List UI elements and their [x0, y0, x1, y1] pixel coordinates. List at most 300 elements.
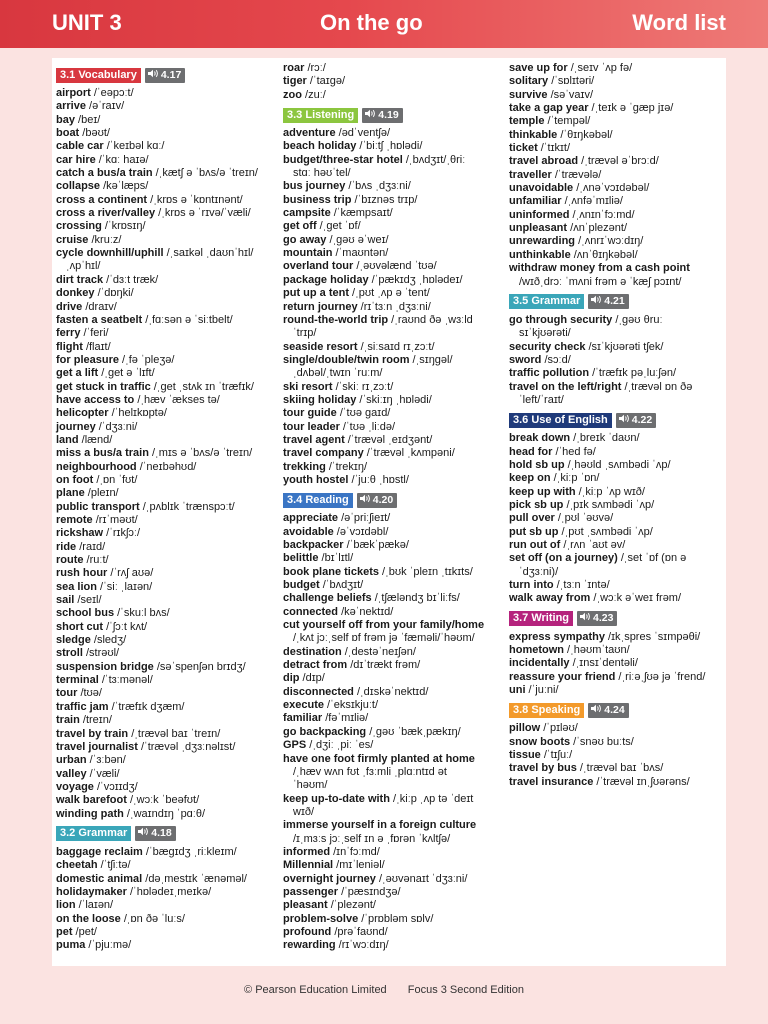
audio-track-button[interactable] [357, 493, 397, 508]
pronunciation: /əˈpriːʃieɪt/ [338, 512, 391, 525]
pronunciation: /ˌsɪŋɡəl/ [409, 353, 453, 366]
pronunciation: /treɪn/ [79, 714, 112, 727]
audio-track-number: 4.20 [372, 493, 394, 506]
headword: cable car [56, 140, 104, 153]
audio-track-button[interactable] [577, 611, 617, 626]
word-entry [283, 859, 505, 872]
headword: unfamiliar [509, 195, 562, 208]
pronunciation: /sɪˈkjʊərəti tʃek/ [585, 340, 664, 353]
speaker-icon [138, 827, 151, 840]
headword: challenge beliefs [283, 592, 372, 605]
audio-track-number: 4.23 [593, 612, 614, 625]
audio-track-button[interactable] [362, 108, 402, 123]
headword: go through security [509, 313, 613, 326]
pronunciation: /ˈtɜːmənəl/ [98, 674, 153, 687]
headword: lion [56, 899, 76, 912]
word-entry [283, 89, 505, 102]
headword: put sb up [509, 525, 559, 538]
pronunciation: /ˈvæli/ [86, 767, 120, 780]
column-2 [283, 62, 505, 953]
headword: on foot [56, 473, 94, 486]
pronunciation: /fəˈmɪliə/ [322, 712, 369, 725]
word-entry [283, 539, 505, 552]
pronunciation: /ˈdɜːt træk/ [103, 273, 159, 286]
headword: unthinkable [509, 248, 571, 261]
word-entry [56, 367, 278, 380]
pronunciation: /ˌɪnsɪˈdentəli/ [569, 657, 638, 670]
audio-track-button[interactable] [145, 68, 185, 83]
headword: backpacker [283, 539, 344, 551]
headword: pet [56, 925, 73, 938]
word-entry [56, 899, 278, 912]
headword: return journey [283, 300, 358, 313]
audio-track-button[interactable] [588, 294, 628, 309]
headword: Millennial [283, 859, 334, 872]
pronunciation: /ˌbreɪk ˈdaʊn/ [570, 432, 640, 445]
word-entry [283, 461, 505, 474]
column-3 [509, 62, 723, 789]
pronunciation: /ˈtræfɪk pəˌluːʃən/ [589, 367, 677, 380]
page-footer [0, 984, 768, 996]
headword: voyage [56, 780, 94, 793]
word-entry [283, 592, 505, 605]
word-entry [509, 75, 723, 88]
word-entry [509, 314, 723, 327]
word-entry [283, 154, 505, 167]
word-entry [509, 539, 723, 552]
word-entry [509, 684, 723, 697]
pronunciation: /əˈvɔɪdəbl/ [333, 525, 389, 538]
pronunciation: /rɪˈtɜːn ˌdʒɜːni/ [357, 300, 431, 313]
word-entry [509, 169, 723, 182]
pronunciation: /ˈtʊə ˌliːdə/ [339, 420, 396, 433]
word-entry [283, 606, 505, 619]
pronunciation: /ˌdɪskəˈnektɪd/ [353, 685, 429, 698]
headword: connected [283, 605, 339, 618]
headword: turn into [509, 579, 554, 592]
pronunciation: /ˌhəʊmˈtaʊn/ [564, 644, 630, 657]
headword: mountain [283, 247, 333, 260]
headword: round-the-world trip [283, 313, 389, 326]
pronunciation-continuation: sɪˈkjʊərəti/ [519, 327, 571, 340]
word-entry [283, 526, 505, 539]
word-entry [509, 381, 723, 394]
pronunciation: /ˌfɑːsən ə ˈsiːtbelt/ [142, 313, 233, 326]
headword: incidentally [509, 657, 570, 670]
pronunciation: /ˌseɪv ˈʌp fə/ [567, 62, 633, 74]
pronunciation-continuation: /ɪˌmɜːs jɔːˌself ɪn ə ˌfɒrən ˈkʌltʃə/ [293, 832, 451, 845]
headword: get a lift [56, 367, 99, 380]
headword: zoo [283, 88, 302, 101]
headword: fasten a seatbelt [56, 313, 143, 326]
word-entry [283, 287, 505, 300]
word-entry [509, 222, 723, 235]
headword: train [56, 714, 80, 727]
headword: overland tour [283, 260, 354, 273]
word-entry [283, 341, 505, 354]
word-entry [283, 260, 505, 273]
word-entry [283, 381, 505, 394]
word-entry [56, 741, 278, 754]
section-heading [56, 824, 278, 844]
pronunciation: /ˈkeɪbəl kɑː/ [103, 140, 165, 153]
headword: avoidable [283, 525, 334, 538]
audio-track-number: 4.18 [151, 827, 172, 840]
headword: put up a tent [283, 287, 349, 300]
word-entry [283, 354, 505, 367]
word-entry [56, 314, 278, 327]
word-entry [283, 234, 505, 247]
pronunciation: /ˌkiːp ˌʌp tə ˈdeɪt [389, 792, 474, 805]
word-entry [56, 781, 278, 794]
word-entry [509, 631, 723, 644]
word-entry [283, 407, 505, 420]
word-entry [56, 114, 278, 127]
headword: airport [56, 87, 91, 99]
column-1 [56, 62, 278, 953]
section-label: 3.6 Use of English [509, 413, 612, 428]
pronunciation: /ˈɜːbən/ [86, 754, 126, 767]
headword: stroll [56, 647, 83, 660]
section-heading [56, 65, 278, 85]
headword: sail [56, 594, 75, 607]
pronunciation: /ˌtrævəl ɒn ðə [621, 380, 693, 393]
word-entry [56, 87, 278, 100]
pronunciation: /ˌsaɪkəl ˌdaʊnˈhɪl/ [163, 247, 254, 260]
pronunciation: /ˈkrɒsɪŋ/ [101, 220, 146, 233]
word-entry [509, 142, 723, 155]
word-entry [509, 341, 723, 354]
headword: collapse [56, 180, 101, 193]
headword: puma [56, 939, 86, 952]
pronunciation: /ˌhəʊld ˌsʌmbədi ˈʌp/ [564, 458, 671, 471]
audio-track-button[interactable] [135, 826, 175, 841]
headword: trekking [283, 460, 326, 473]
pronunciation: /ˌpʊt ˌʌp ə ˈtent/ [349, 287, 430, 300]
pronunciation: /ˌɡet ˌstʌk ɪn ˈtræfɪk/ [150, 380, 254, 393]
headword: travel by train [56, 727, 129, 740]
word-entry [56, 607, 278, 620]
section-heading [509, 292, 723, 312]
pronunciation: /ˈtɪkɪt/ [537, 142, 571, 155]
headword: catch a bus/a train [56, 167, 153, 180]
pronunciation-continuation: stɑː həʊˈtel/ [293, 167, 351, 180]
word-entry [283, 659, 505, 672]
pronunciation: /ˌpʌblɪk ˈtrænspɔːt/ [139, 500, 235, 513]
section-label: 3.2 Grammar [56, 826, 131, 841]
word-entry [283, 274, 505, 287]
headword: GPS [283, 739, 307, 752]
section-heading [509, 700, 723, 720]
headword: express sympathy [509, 630, 605, 643]
word-entry [509, 472, 723, 485]
headword: hometown [509, 644, 564, 657]
pronunciation: /ˈbʌs ˌdʒɜːni/ [345, 180, 411, 193]
pronunciation: /ˈsiː ˌlaɪən/ [96, 580, 153, 593]
word-entry [56, 127, 278, 140]
word-entry [509, 762, 723, 775]
section-label: 3.1 Vocabulary [56, 68, 141, 83]
word-entry [283, 474, 505, 487]
word-entry [283, 207, 505, 220]
pronunciation: /kruːz/ [88, 233, 122, 246]
word-entry [283, 75, 505, 88]
pronunciation: /rɪˈməʊt/ [92, 514, 138, 526]
pronunciation-continuation: ˌʌpˈhɪl/ [66, 260, 101, 273]
speaker-icon [580, 612, 593, 625]
pronunciation: /ˈbiːtʃ ˌhɒlədi/ [356, 140, 423, 153]
headword: roar [283, 62, 305, 74]
headword: travel on the left/right [509, 380, 622, 393]
headword: take a gap year [509, 102, 589, 115]
headword: skiing holiday [283, 393, 357, 406]
word-entry [56, 554, 278, 567]
word-entry [283, 712, 505, 725]
pronunciation: /ˈbækˈpækə/ [343, 539, 409, 551]
section-label: 3.5 Grammar [509, 294, 584, 309]
headword: destination [283, 645, 342, 658]
word-entry [56, 886, 278, 899]
headword: crossing [56, 220, 102, 233]
headword: travel agent [283, 433, 345, 446]
headword: donkey [56, 287, 95, 300]
pronunciation: /dəˌmestɪk ˈænəməl/ [142, 872, 247, 885]
word-entry [56, 687, 278, 700]
pronunciation: /ˌɡet ə ˈlɪft/ [98, 367, 155, 380]
word-entry [56, 768, 278, 781]
headword: school bus [56, 607, 115, 620]
word-entry [509, 182, 723, 195]
word-entry [56, 541, 278, 554]
pronunciation: /ˌɒn ðə ˈluːs/ [120, 912, 185, 925]
pronunciation: /draɪv/ [82, 300, 117, 313]
headword: traffic pollution [509, 367, 590, 380]
headword: pick sb up [509, 498, 564, 511]
pronunciation: /tʊə/ [77, 687, 102, 700]
word-entry [56, 634, 278, 647]
headword: hold sb up [509, 458, 565, 471]
word-entry [56, 647, 278, 660]
headword: business trip [283, 193, 352, 206]
pronunciation: /ˌbʌdʒɪt/ˌθriː [402, 153, 466, 166]
word-entry [509, 552, 723, 565]
headword: run out of [509, 539, 561, 551]
pronunciation: /ˌɡəʊ əˈweɪ/ [326, 233, 389, 246]
word-entry [509, 776, 723, 789]
word-entry [283, 846, 505, 859]
headword: domestic animal [56, 872, 143, 885]
section-label: 3.3 Listening [283, 108, 358, 123]
word-entry [56, 873, 278, 886]
headword: sea lion [56, 580, 97, 593]
pronunciation: /ˌfə ˈpleʒə/ [118, 353, 175, 366]
pronunciation: /sledʒ/ [90, 634, 127, 647]
pronunciation: /ˌtɜːn ˈɪntə/ [553, 579, 610, 592]
pronunciation: /ɪnˈfɔːmd/ [330, 845, 380, 858]
pronunciation: /ˌset ˈɒf (ɒn ə [617, 552, 687, 565]
pronunciation: /ˈskiːɪŋ ˌhɒlədi/ [356, 393, 432, 406]
headword: valley [56, 767, 87, 780]
headword: bus journey [283, 180, 346, 193]
word-entry [283, 939, 505, 952]
pronunciation: /ˈsɒlɪtəri/ [548, 75, 595, 88]
word-entry [56, 567, 278, 580]
word-entry [283, 394, 505, 407]
word-entry [283, 180, 505, 193]
headword: tour [56, 687, 78, 700]
pronunciation: /ˌəʊvənaɪt ˈdʒɜːni/ [375, 872, 468, 885]
headword: snow boots [509, 735, 571, 748]
headword: travel abroad [509, 155, 579, 168]
headword: tissue [509, 749, 541, 762]
headword: tour leader [283, 420, 340, 433]
pronunciation: /ˈbæɡɪdʒ ˌriːkleɪm/ [142, 845, 237, 858]
word-entry [283, 873, 505, 886]
word-list-panel [52, 58, 726, 966]
headword: remote [56, 514, 93, 526]
pronunciation: /zuː/ [301, 88, 326, 101]
headword: terminal [56, 674, 99, 687]
pronunciation-continuation: ˈtrɪp/ [293, 327, 317, 340]
pronunciation: /ˈpjuːmə/ [85, 939, 132, 952]
word-entry [283, 793, 505, 806]
headword: ferry [56, 327, 81, 340]
pronunciation-continuation: ˈdʒɜːni)/ [519, 565, 559, 578]
pronunciation: /ˌɡəʊ θruː [612, 313, 663, 326]
word-entry [56, 180, 278, 193]
word-entry [56, 327, 278, 340]
headword: withdraw money from a cash point [509, 262, 690, 275]
pronunciation: /ˌəʊvəlænd ˈtʊə/ [353, 260, 437, 273]
pronunciation: /ˈdʒɜːni/ [95, 420, 138, 433]
word-entry [509, 195, 723, 208]
headword: journey [56, 420, 96, 433]
word-list-heading: Word list [632, 10, 726, 35]
headword: traffic jam [56, 700, 109, 713]
pronunciation: /ˌtʃæləndʒ bɪˈliːfs/ [371, 592, 460, 605]
headword: sledge [56, 634, 91, 647]
headword: cheetah [56, 859, 98, 872]
word-entry [509, 129, 723, 142]
headword: helicopter [56, 407, 109, 420]
pronunciation: /ˈθɪŋkəbəl/ [557, 128, 613, 141]
headword: unpleasant [509, 222, 568, 235]
word-entry [283, 672, 505, 685]
word-entry [56, 487, 278, 500]
headword: on the loose [56, 912, 121, 925]
pronunciation: /ˈkæmpsaɪt/ [330, 207, 393, 220]
headword: travel by bus [509, 762, 577, 775]
pronunciation-continuation: /wɪðˌdrɔː ˈmʌni frəm ə ˈkæʃ pɔɪnt/ [519, 275, 682, 288]
word-entry [56, 207, 278, 220]
headword: save up for [509, 62, 568, 74]
headword: plane [56, 487, 85, 500]
headword: car hire [56, 153, 96, 166]
pronunciation: /raɪd/ [76, 540, 106, 553]
word-entry [283, 194, 505, 207]
copyright-notice: © Pearson Education Limited [244, 984, 387, 996]
speaker-icon [365, 109, 378, 122]
word-entry [56, 808, 278, 821]
pronunciation: /ˌʌnəˈvɔɪdəbəl/ [573, 182, 650, 195]
word-entry [283, 127, 505, 140]
pronunciation: /bɪˈlɪtl/ [318, 552, 354, 565]
headword: walk away from [509, 592, 591, 605]
word-entry [283, 739, 505, 752]
headword: tiger [283, 75, 307, 88]
pronunciation: /ˈpæsɪndʒə/ [338, 885, 401, 898]
headword: bay [56, 113, 75, 126]
headword: thinkable [509, 128, 558, 141]
pronunciation-continuation: ˈleft/ˈraɪt/ [519, 393, 564, 406]
pronunciation: /ədˈventʃə/ [335, 127, 390, 140]
headword: uninformed [509, 208, 570, 221]
audio-track-button[interactable] [616, 413, 656, 428]
word-entry [56, 194, 278, 207]
word-entry [56, 421, 278, 434]
audio-track-button[interactable] [588, 703, 628, 718]
headword: winding path [56, 807, 124, 820]
word-entry [56, 154, 278, 167]
pronunciation-continuation: /ˌhæv wʌn fʊt ˌfɜːmli ˌplɑːntɪd ət [293, 765, 447, 778]
word-entry [509, 367, 723, 380]
pronunciation: /əˈraɪv/ [85, 100, 125, 113]
headword: reassure your friend [509, 670, 616, 683]
pronunciation: /ˌsiːsaɪd rɪˌzɔːt/ [357, 340, 435, 353]
pronunciation: /ˌrʌn ˈaʊt əv/ [560, 539, 626, 551]
headword: have access to [56, 393, 135, 406]
pronunciation: /ˈtrævəl ˌdʒɜːnəlɪst/ [137, 740, 236, 753]
word-entry [283, 421, 505, 434]
headword: break down [509, 432, 571, 445]
headword: rush hour [56, 567, 108, 580]
headword: pleasant [283, 899, 328, 912]
word-entry [283, 726, 505, 739]
pronunciation: /ˈtrævələ/ [551, 168, 602, 181]
section-heading [283, 105, 505, 125]
section-label: 3.8 Speaking [509, 703, 584, 718]
headword: land [56, 433, 79, 446]
headword: get stuck in traffic [56, 380, 151, 393]
word-entry [56, 661, 278, 674]
pronunciation: /sɔːd/ [541, 353, 571, 366]
edition-name: Focus 3 Second Edition [407, 984, 524, 996]
headword: pull over [509, 512, 555, 525]
headword: holidaymaker [56, 885, 127, 898]
headword: appreciate [283, 512, 339, 525]
headword: overnight journey [283, 872, 376, 885]
pronunciation: /ˌpʊt ˌsʌmbədi ˈʌp/ [558, 525, 653, 538]
word-entry [283, 646, 505, 659]
headword: detract from [283, 659, 348, 672]
word-entry [509, 736, 723, 749]
pronunciation: /ˈmaʊntən/ [332, 247, 389, 260]
headword: immerse yourself in a foreign culture [283, 819, 477, 832]
pronunciation-continuation: ˈhəʊm/ [293, 779, 328, 792]
word-entry [283, 447, 505, 460]
pronunciation: /ˈʃɔːt kʌt/ [103, 620, 148, 633]
pronunciation: /ˌtrævəl baɪ ˈtreɪn/ [128, 727, 221, 740]
headword: problem-solve [283, 912, 359, 925]
headword: go backpacking [283, 725, 367, 738]
pronunciation: /pleɪn/ [84, 487, 119, 500]
speaker-icon [619, 414, 632, 427]
headword: solitary [509, 75, 549, 88]
word-entry [509, 526, 723, 539]
pronunciation: /ˌkætʃ ə ˈbʌs/ə ˈtreɪn/ [152, 167, 258, 180]
pronunciation: /ˈskuːl bʌs/ [114, 607, 170, 620]
audio-track-number: 4.21 [604, 295, 625, 308]
